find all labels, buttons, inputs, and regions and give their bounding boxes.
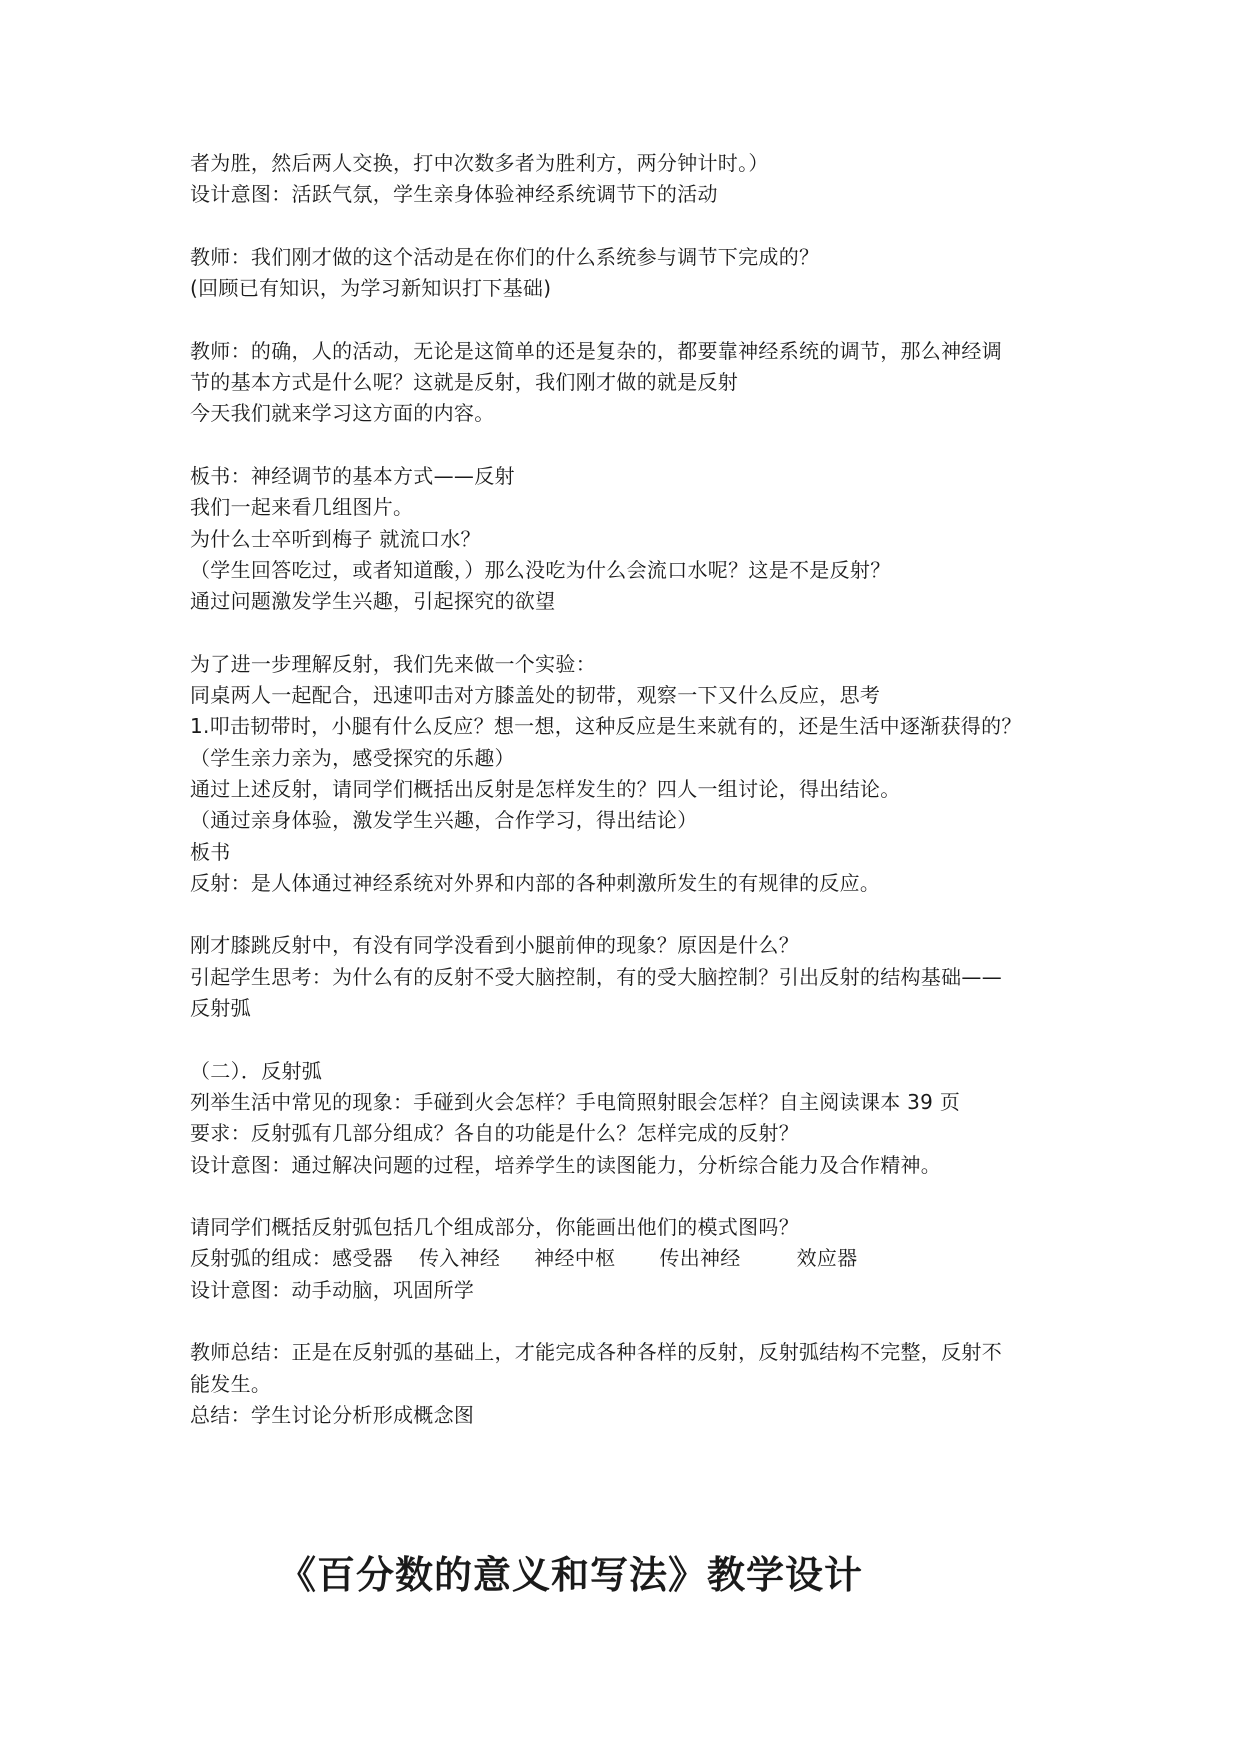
reflex-arc-components-line: [190, 1243, 1070, 1274]
paragraph-block-end: [190, 1275, 1070, 1431]
text-line: 为了进一步理解反射，我们先来做一个实验：: [190, 651, 596, 676]
text-line: （二）．反射弧: [190, 1058, 323, 1083]
text-line: 设计意图：动手动脑，巩固所学: [190, 1277, 475, 1302]
blank-line: [190, 899, 1070, 930]
next-section-title: 《百分数的意义和写法》教学设计: [278, 1552, 864, 1597]
text-line: 要求：反射弧有几部分组成？各自的功能是什么？怎样完成的反射？: [190, 1121, 799, 1146]
blank-line: [190, 1181, 1070, 1212]
text-line: 请同学们概括反射弧包括几个组成部分，你能画出他们的模式图吗？: [190, 1215, 799, 1240]
text-line: 通过上述反射，请同学们概括出反射是怎样发生的？四人一组讨论，得出结论。: [190, 776, 901, 801]
text-line: 节的基本方式是什么呢？这就是反射，我们刚才做的就是反射: [190, 370, 739, 395]
text-line: 1.叩击韧带时，小腿有什么反应？想一想，这种反应是生来就有的，还是生活中逐渐获得的？: [190, 714, 1022, 739]
text-line: 设计意图：通过解决问题的过程，培养学生的读图能力，分析综合能力及合作精神。: [190, 1152, 942, 1177]
text-line: (回顾已有知识，为学习新知识打下基础): [190, 276, 552, 301]
blank-line: [190, 1024, 1070, 1055]
text-line: 反射：是人体通过神经系统对外界和内部的各种刺激所发生的有规律的反应。: [190, 870, 881, 895]
component-effector: 效应器: [796, 1246, 858, 1271]
text-line: 今天我们就来学习这方面的内容。: [190, 401, 495, 426]
text-line: 板书：神经调节的基本方式——反射: [190, 463, 515, 488]
text-line: 刚才膝跳反射中，有没有同学没看到小腿前伸的现象？原因是什么？: [190, 933, 799, 958]
text-line: 能发生。: [190, 1371, 272, 1396]
text-line: 教师：的确，人的活动，无论是这简单的还是复杂的，都要靠神经系统的调节，那么神经调: [190, 338, 1002, 363]
text-line: 我们一起来看几组图片。: [190, 495, 414, 520]
component-efferent-nerve: 传出神经: [659, 1246, 741, 1271]
text-line: 引起学生思考：为什么有的反射不受大脑控制，有的受大脑控制？引出反射的结构基础——: [190, 964, 1002, 989]
text-line: （学生回答吃过，或者知道酸，）那么没吃为什么会流口水呢？这是不是反射？: [190, 557, 891, 582]
text-line: 者为胜，然后两人交换，打中次数多者为胜利方，两分钟计时。）: [190, 151, 769, 175]
text-line: 设计意图：活跃气氛，学生亲身体验神经系统调节下的活动: [190, 182, 718, 207]
blank-line: [190, 617, 1070, 648]
blank-line: [190, 430, 1070, 461]
text-line: （通过亲身体验，激发学生兴趣，合作学习，得出结论）: [190, 808, 698, 833]
blank-line: [190, 1306, 1070, 1337]
text-line: 同桌两人一起配合，迅速叩击对方膝盖处的韧带，观察一下又什么反应，思考: [190, 683, 881, 708]
text-line: （学生亲力亲为，感受探究的乐趣）: [190, 745, 515, 770]
text-line: 教师总结：正是在反射弧的基础上，才能完成各种各样的反射，反射弧结构不完整，反射不: [190, 1340, 1002, 1365]
text-line: 为什么士卒听到梅子 就流口水？: [190, 526, 481, 551]
paragraph-block: [190, 148, 1070, 1243]
text-line: 列举生活中常见的现象：手碰到火会怎样？手电筒照射眼会怎样？自主阅读课本 39 页: [190, 1089, 961, 1114]
component-nerve-center: 神经中枢: [534, 1246, 616, 1271]
text-line: 教师：我们刚才做的这个活动是在你们的什么系统参与调节下完成的？: [190, 244, 820, 269]
text-line: 总结：学生讨论分析形成概念图: [190, 1402, 475, 1427]
text-line: 通过问题激发学生兴趣，引起探究的欲望: [190, 589, 556, 614]
blank-line: [190, 211, 1070, 242]
text-line: 反射弧: [190, 996, 251, 1021]
text-line: 板书: [190, 839, 231, 864]
blank-line: [190, 304, 1070, 335]
component-afferent-nerve: 传入神经: [419, 1246, 501, 1271]
document-body: [190, 148, 1070, 1431]
components-label: 反射弧的组成：感受器: [190, 1246, 393, 1271]
